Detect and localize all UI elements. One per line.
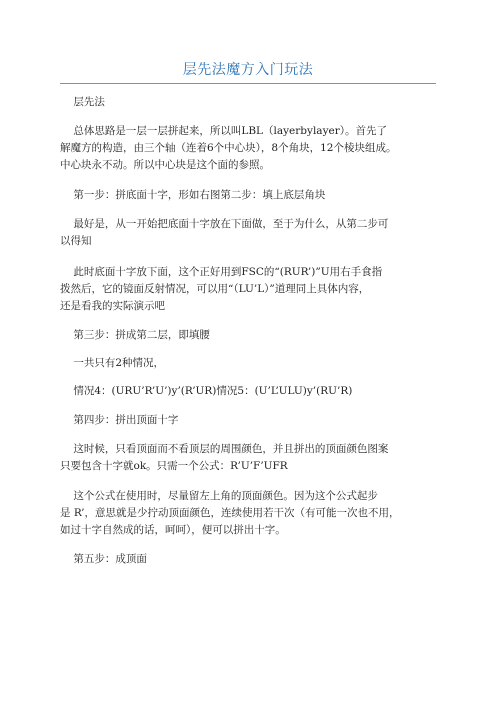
step-heading: 第一步：拼底面十字，形如右图第二步：填上底层角块 bbox=[60, 189, 326, 201]
body-line: 如过十字自然成的话，呵呵），便可以拼出十字。 bbox=[60, 524, 286, 536]
body-line: 只要包含十字就ok。只需一个公式：R’U’F’UFR bbox=[60, 460, 288, 472]
formula-line: 情况4：(URU’R’U’)y’(R’UR)情况5：(U’L’ULU)y’(RU’R) bbox=[60, 385, 353, 397]
body-line: 这时候，只看顶面而不看顶层的周围颜色，并且拼出的顶面颜色图案 bbox=[60, 443, 389, 455]
step-heading: 第五步：成顶面 bbox=[60, 553, 147, 565]
body-line: 中心块永不动。所以中心块是这个面的参照。 bbox=[60, 159, 270, 171]
title-underline bbox=[60, 83, 436, 84]
body-line: 总体思路是一层一层拼起来，所以叫LBL（layerbylayer）。首先了 bbox=[60, 125, 387, 137]
body-line: 这个公式在使用时，尽量留左上角的顶面颜色。因为这个公式起步 bbox=[60, 490, 378, 502]
body-line: 拨然后，它的镜面反射情况，可以用“（LU’L）”道理同上具体内容， bbox=[60, 283, 370, 295]
step-heading: 第三步：拼成第二层，即填腰 bbox=[60, 329, 210, 341]
step-heading: 第四步：拼出顶面十字 bbox=[60, 414, 179, 426]
body-line: 此时底面十字放下面，这个正好用到FSC的“(RUR’)”U用右手食指 bbox=[60, 266, 383, 278]
body-line: 一共只有2种情况， bbox=[60, 357, 165, 369]
body-line: 是 R’，意思就是少拧动顶面颜色，连续使用若干次（有可能一次也不用， bbox=[60, 507, 400, 519]
body-line: 以得知 bbox=[60, 235, 92, 247]
body-line: 最好是，从一开始把底面十字放在下面做，至于为什么，从第二步可 bbox=[60, 218, 389, 230]
body-line: 还是看我的实际演示吧 bbox=[60, 300, 165, 312]
body-line: 解魔方的构造，由三个轴（连着6个中心块），8个角块，12个棱块组成。 bbox=[60, 142, 397, 154]
heading-layer-method: 层先法 bbox=[60, 96, 105, 108]
document-title: 层先法魔方入门玩法 bbox=[182, 62, 314, 78]
